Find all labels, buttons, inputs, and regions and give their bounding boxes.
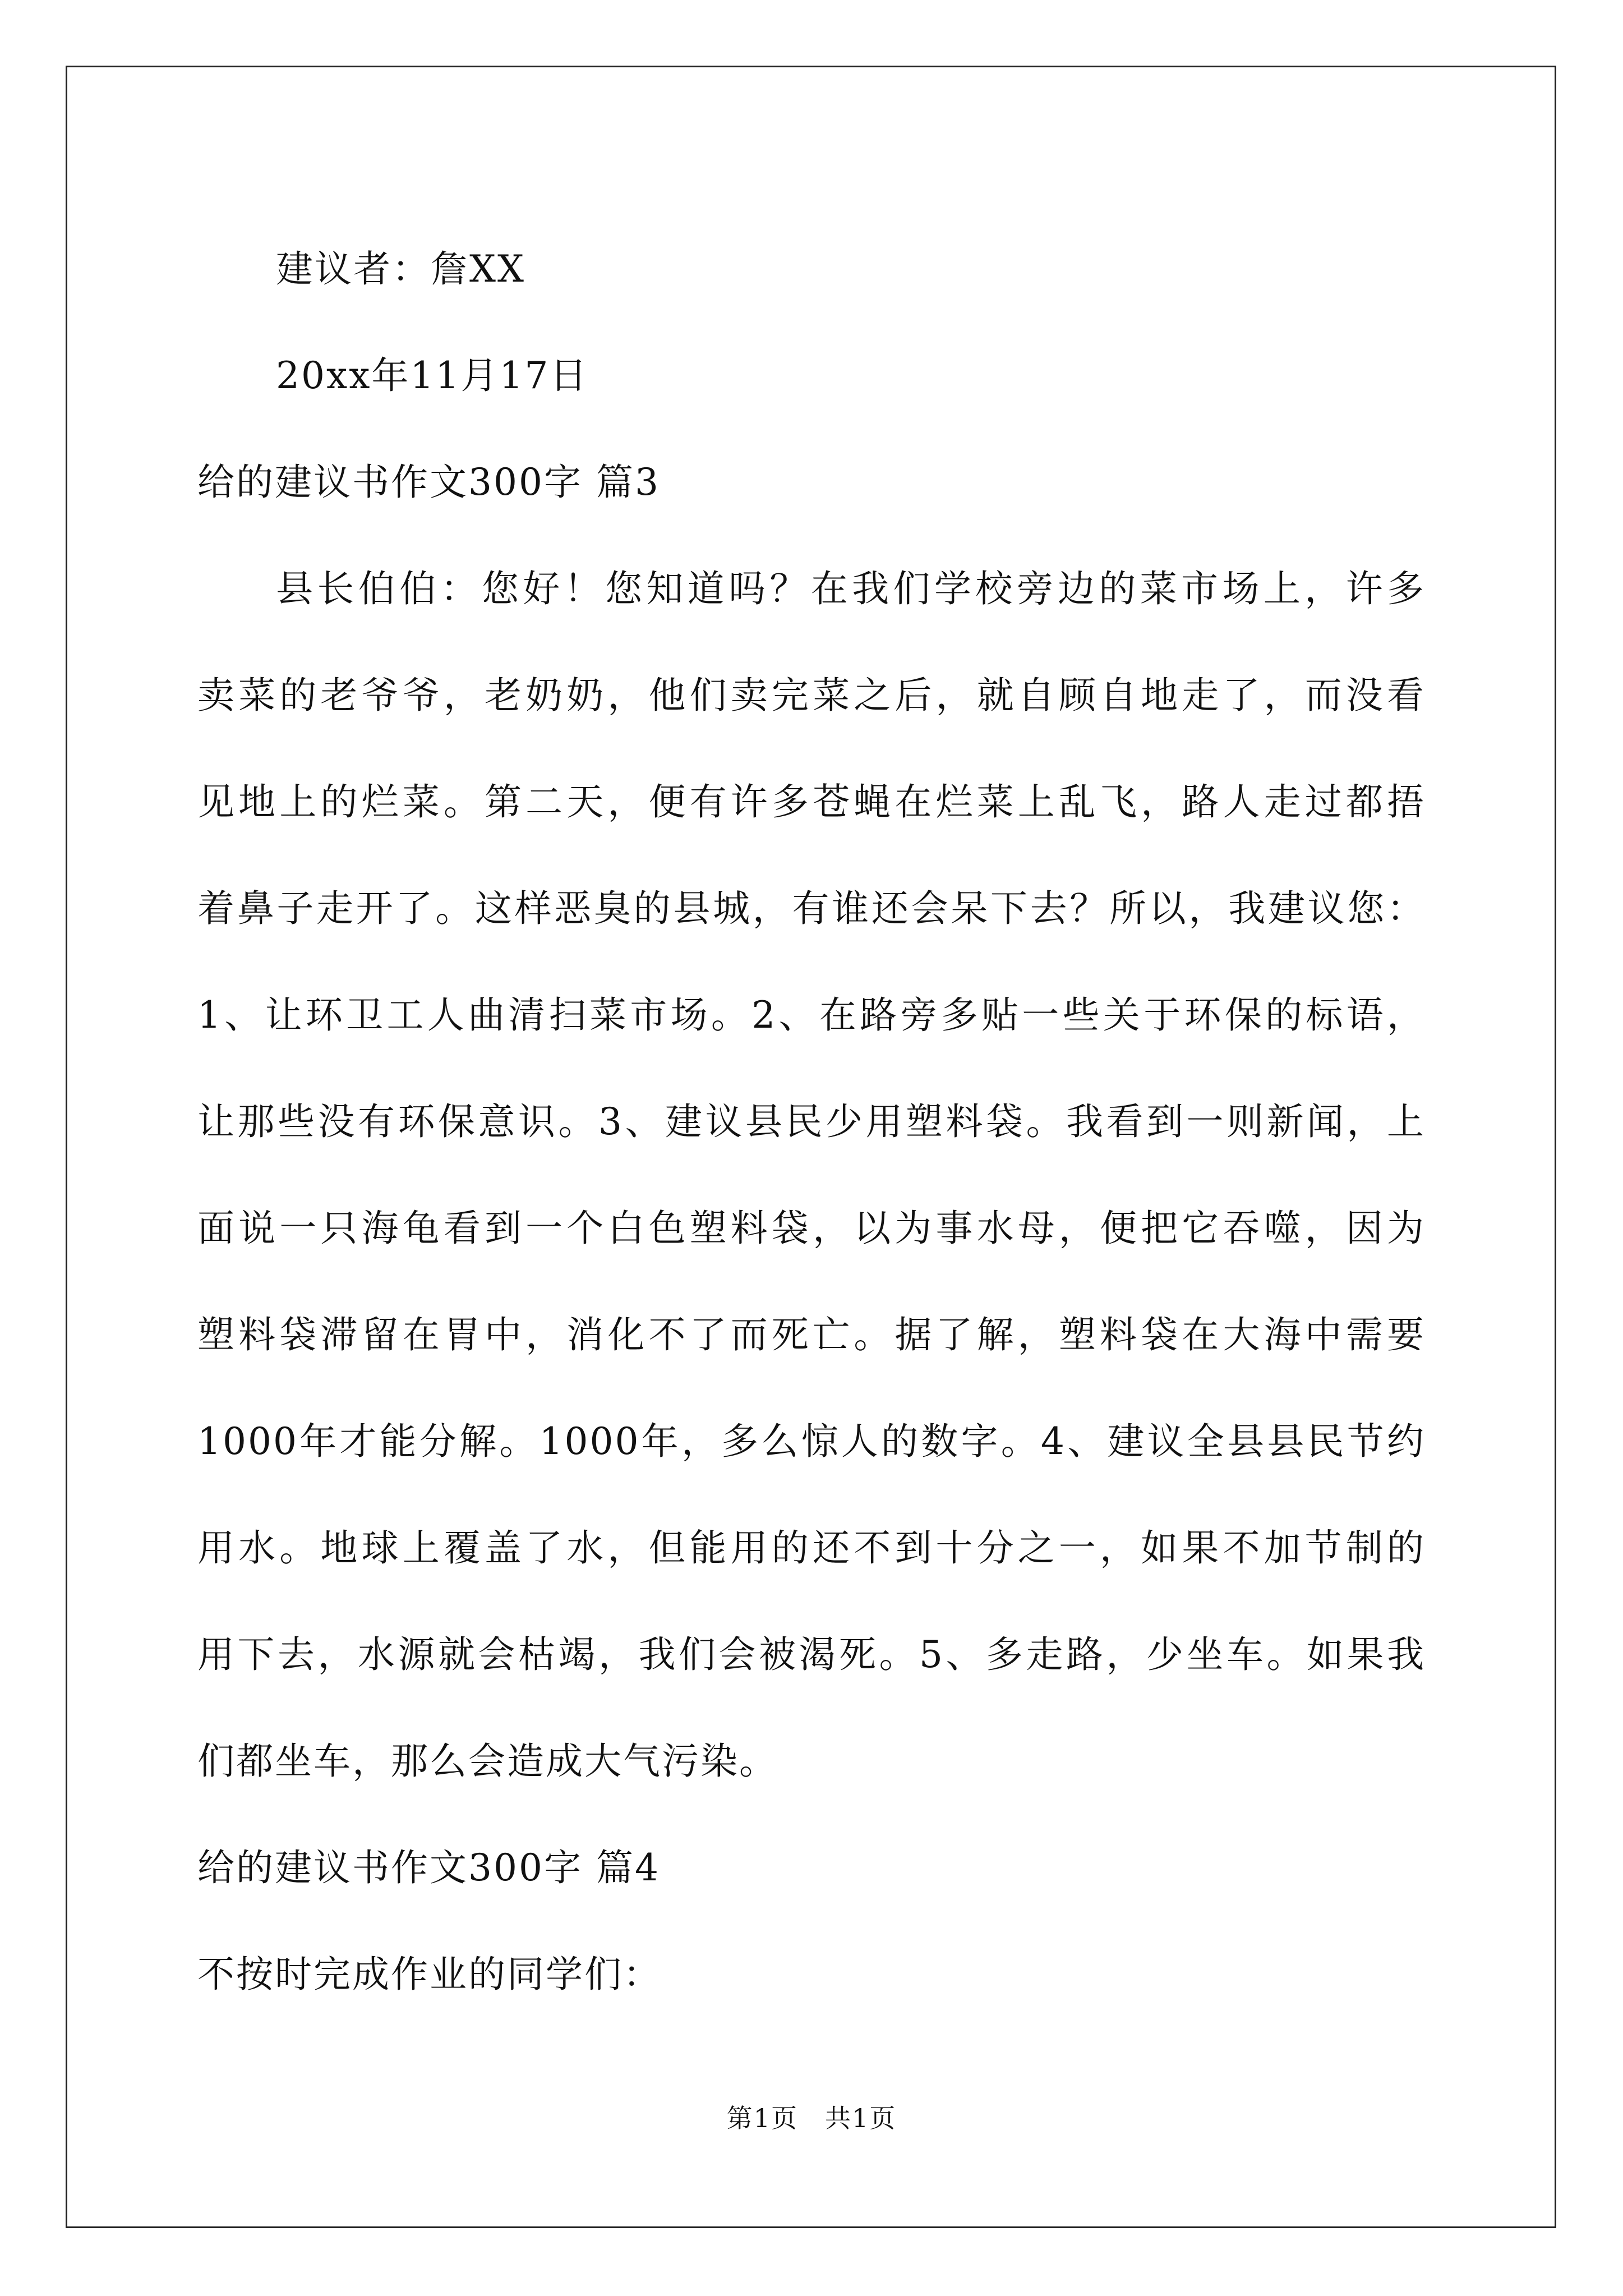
paragraph-line: 用水。地球上覆盖了水，但能用的还不到十分之一，如果不加节制的 (197, 1526, 1426, 1570)
paragraph-line: 1000年才能分解。1000年，多么惊人的数字。4、建议全县县民节约 (197, 1420, 1426, 1463)
page-number-current: 第1页 (726, 2103, 798, 2133)
signature-date: 20xx年11月17日 (276, 354, 589, 397)
signature-author: 建议者：詹XX (276, 247, 525, 291)
page-number-total: 共1页 (825, 2103, 897, 2133)
paragraph-line: 面说一只海龟看到一个白色塑料袋，以为事水母，便把它吞噬，因为 (197, 1207, 1426, 1250)
paragraph-line: 县长伯伯：您好！您知道吗？在我们学校旁边的菜市场上，许多 (276, 567, 1426, 610)
paragraph-line: 们都坐车，那么会造成大气污染。 (197, 1740, 778, 1783)
paragraph-line: 1、让环卫工人曲清扫菜市场。2、在路旁多贴一些关于环保的标语， (197, 993, 1426, 1037)
document-body (197, 216, 1426, 2028)
paragraph-line: 见地上的烂菜。第二天，便有许多苍蝇在烂菜上乱飞，路人走过都捂 (197, 780, 1426, 823)
page-footer (0, 2101, 1623, 2135)
paragraph-line: 卖菜的老爷爷，老奶奶，他们卖完菜之后，就自顾自地走了，而没看 (197, 674, 1426, 717)
paragraph-line: 着鼻子走开了。这样恶臭的县城，有谁还会呆下去？所以，我建议您： (197, 887, 1426, 930)
section-4-salutation: 不按时完成作业的同学们： (197, 1953, 662, 1996)
paragraph-line: 用下去，水源就会枯竭，我们会被渴死。5、多走路，少坐车。如果我 (197, 1633, 1426, 1676)
section-3-paragraph (197, 536, 1426, 1815)
paragraph-line: 塑料袋滞留在胃中，消化不了而死亡。据了解，塑料袋在大海中需要 (197, 1313, 1426, 1356)
section-3-heading: 给的建议书作文300字 篇3 (197, 461, 660, 504)
paragraph-line: 让那些没有环保意识。3、建议县民少用塑料袋。我看到一则新闻，上 (197, 1100, 1426, 1143)
section-4-heading: 给的建议书作文300字 篇4 (197, 1846, 660, 1889)
